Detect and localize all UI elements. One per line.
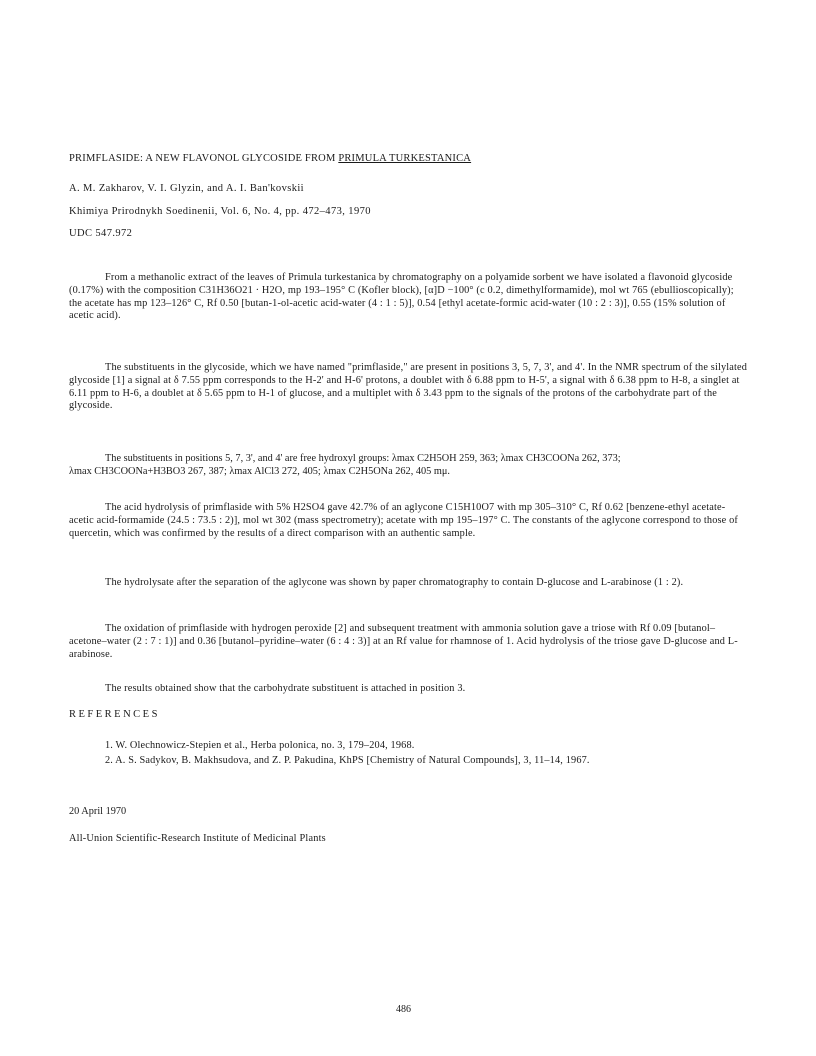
paragraph-4: The acid hydrolysis of primflaside with 5% H2SO4 gave 42.7% of an aglycone C15H10O7 with mp 305–310° C, Rf 0.62 [benzene-ethyl acetate-acetic acid-formamide (24.5 : 73.5 : 2)], mol wt 302 (mass spectrometry); acetate with mp 195–197° C. The constants of the aglycone correspond to those of quercetin, which was confirmed by the results of a direct comparison with an authentic sample. [69, 502, 738, 539]
submission-date: 20 April 1970 [69, 806, 127, 817]
uv-data-line-2: λmax CH3COONa+H3BO3 267, 387; λmax AlCl3 272, 405; λmax C2H5ONa 262, 405 mμ. [69, 466, 450, 477]
title-species: PRIMULA TURKESTANICA [338, 153, 472, 164]
paragraph-2: The substituents in the glycoside, which we have named "primflaside," are present in positions 3, 5, 7, 3', and 4'. In the NMR spectrum of the silylated glycoside [1] a signal at δ 7.55 ppm corresponds to the H-2' and H-6' protons, a doublet with δ 6.88 ppm to H-5', a signal with δ 6.38 ppm to H-8, a singlet at 6.11 ppm to H-6, a doublet at δ 5.65 ppm to H-1 of glucose, and a multiplet with δ 3.43 ppm to the signals of the protons of the carbohydrate part of the glycoside. [69, 362, 748, 412]
paragraph-5: The hydrolysate after the separation of the aglycone was shown by paper chromatography to contain D-glucose and L-arabinose (1 : 2). [105, 577, 684, 588]
paper-title [69, 153, 471, 164]
page-number: 486 [396, 1004, 411, 1015]
paragraph-6: The oxidation of primflaside with hydrogen peroxide [2] and subsequent treatment with ammonia solution gave a triose with Rf 0.09 [butanol–acetone–water (2 : 7 : 1)] and 0.36 [butanol–pyridine–water (6 : 4 : 3)] at an Rf value for rhamnose of 1. Acid hydrolysis of the triose gave D-glucose and L-arabinose. [69, 623, 738, 660]
journal-citation: Khimiya Prirodnykh Soedinenii, Vol. 6, No. 4, pp. 472–473, 1970 [69, 206, 371, 217]
reference-1: 1. W. Olechnowicz-Stepien et al., Herba polonica, no. 3, 179–204, 1968. [105, 740, 415, 751]
uv-data-line-1: The substituents in positions 5, 7, 3', and 4' are free hydroxyl groups: λmax C2H5OH 259, 363; λmax CH3COONa 262, 373; [105, 453, 621, 464]
institute: All-Union Scientific-Research Institute of Medicinal Plants [69, 833, 326, 844]
references-heading: REFERENCES [69, 709, 160, 720]
title-main: PRIMFLASIDE: A NEW FLAVONOL GLYCOSIDE FROM [69, 153, 339, 164]
authors: A. M. Zakharov, V. I. Glyzin, and A. I. Ban'kovskii [69, 183, 304, 194]
reference-2: 2. A. S. Sadykov, B. Makhsudova, and Z. P. Pakudina, KhPS [Chemistry of Natural Compounds], 3, 11–14, 1967. [105, 755, 590, 766]
udc-code: UDC 547.972 [69, 228, 133, 239]
paragraph-1: From a methanolic extract of the leaves of Primula turkestanica by chromatography on a polyamide sorbent we have isolated a flavonoid glycoside (0.17%) with the composition C31H36O21 · H2O, mp 193–195° C (Kofler block), [α]D −100° (c 0.2, dimethylformamide), mol wt 765 (ebullioscopically); the acetate has mp 123–126° C, Rf 0.50 [butan-1-ol-acetic acid-water (4 : 1 : 5)], 0.54 [ethyl acetate-formic acid-water (10 : 2 : 3)], 0.55 (15% solution of acetic acid). [69, 272, 734, 322]
paragraph-7: The results obtained show that the carbohydrate substituent is attached in position 3. [105, 683, 466, 694]
